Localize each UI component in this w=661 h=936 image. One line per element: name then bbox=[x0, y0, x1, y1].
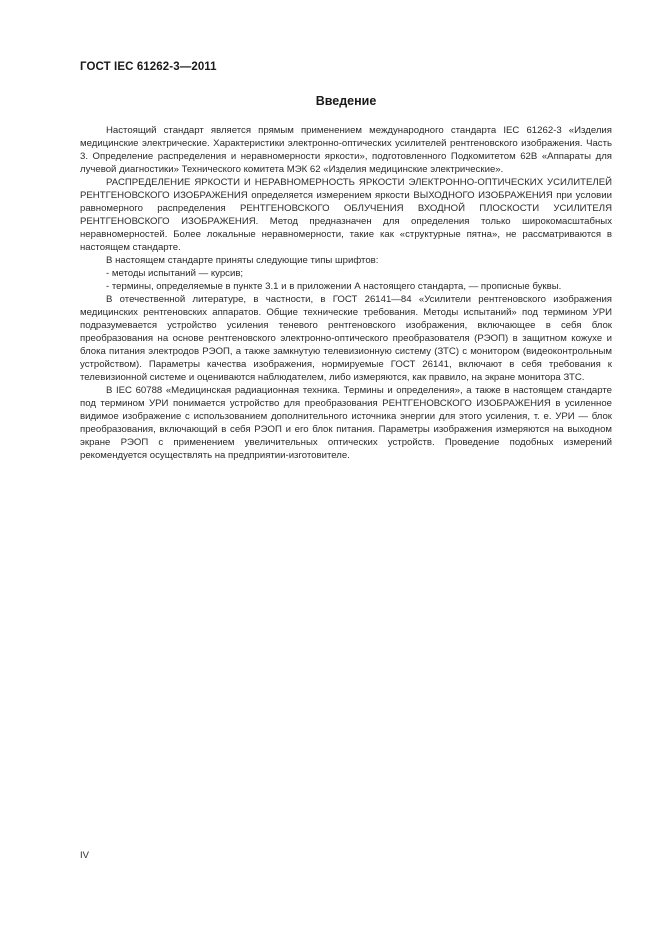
page-number: IV bbox=[80, 850, 89, 861]
paragraph-font-types-intro: В настоящем стандарте приняты следующие типы шрифтов: bbox=[106, 255, 379, 266]
section-title: Введение bbox=[315, 94, 377, 108]
paragraph-standard-origin: Настоящий стандарт является прямым применением международного стандарта IEC 61262-3 «Изделия медицинские электрические. Характеристики электронно-оптических усилителей рентгеновского изображения. Часть 3. Определение распределения и неравномерности яркости», подготовленного Подкомитетом 62В «Аппараты для лучевой диагностики» Технического комитета МЭК 62 «Изделия медицинские электрические». bbox=[80, 125, 612, 175]
document-header: ГОСТ IEC 61262-3—2011 bbox=[80, 61, 217, 73]
list-item-methods: - методы испытаний — курсив; bbox=[106, 268, 244, 279]
paragraph-brightness-definition: РАСПРЕДЕЛЕНИЕ ЯРКОСТИ И НЕРАВНОМЕРНОСТЬ ЯРКОСТИ ЭЛЕКТРОННО-ОПТИЧЕСКИХ УСИЛИТЕЛЕЙ РЕНТГЕНОВСКОГО ИЗОБРАЖЕНИЯ определяется измерением яркости ВЫХОДНОГО ИЗОБРАЖЕНИЯ при условии равномерного распределения РЕНТГЕНОВСКОГО ОБЛУЧЕНИЯ ВХОДНОЙ ПЛОСКОСТИ УСИЛИТЕЛЯ РЕНТГЕНОВСКОГО ИЗОБРАЖЕНИЯ. Метод предназначен для определения только широкомасштабных неравномерностей. Более локальные неравномерности, такие как «структурные пятна», не рассматриваются в настоящем стандарте. bbox=[80, 177, 612, 253]
paragraph-domestic-literature: В отечественной литературе, в частности, в ГОСТ 26141—84 «Усилители рентгеновского изображения медицинских рентгеновских аппаратов. Общие технические требования. Методы испытаний» под термином УРИ подразумевается устройство усиления теневого рентгеновского изображения, включающее в себя блок преобразования на основе рентгеновского электронно-оптического преобразователя (РЭОП) в защитном кожухе и блока питания электродов РЭОП, а также замкнутую телевизионную систему (ЗТС) с монитором (видеоконтрольным устройством). Параметры качества изображения, нормируемые ГОСТ 26141, включают в себя требования к телевизионной системе и оцениваются наблюдателем, либо измеряются, как правило, на экране монитора ЗТС. bbox=[80, 294, 612, 383]
list-item-terms: - термины, определяемые в пункте 3.1 и в приложении А настоящего стандарта, — прописные буквы. bbox=[106, 281, 562, 292]
paragraph-iec-60788: В IEC 60788 «Медицинская радиационная техника. Термины и определения», а также в настоящем стандарте под термином УРИ понимается устройство для преобразования РЕНТГЕНОВСКОГО ИЗОБРАЖЕНИЯ в усиленное видимое изображение с использованием дополнительного источника энергии для этого усиления, т. е. УРИ — блок преобразования, включающий в себя РЭОП и его блок питания. Параметры изображения измеряются на выходном экране РЭОП с применением увеличительных оптических устройств. Проведение подобных измерений рекомендуется осуществлять на предприятии-изготовителе. bbox=[80, 385, 612, 461]
introduction-body bbox=[80, 124, 612, 462]
